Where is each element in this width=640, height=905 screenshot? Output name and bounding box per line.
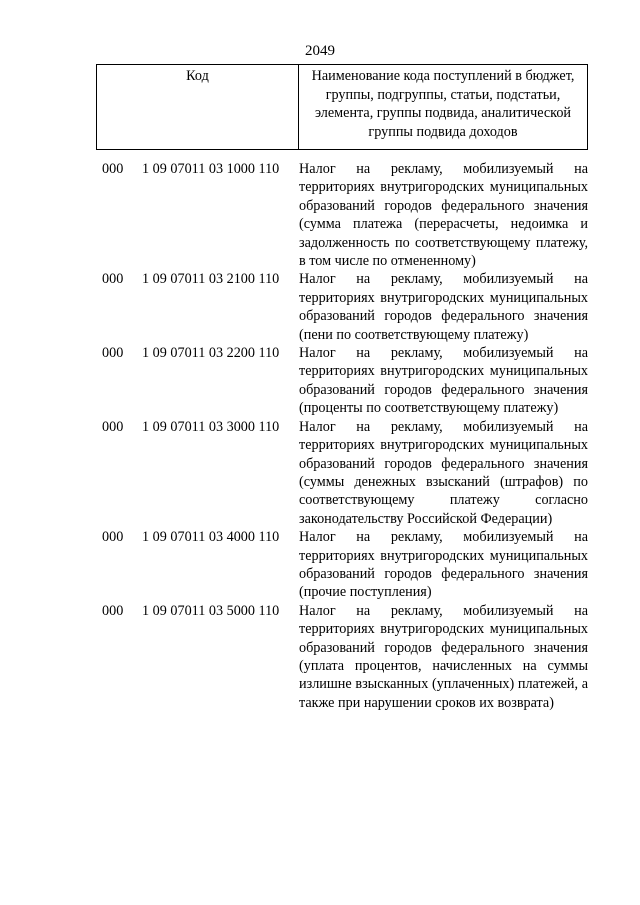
income-code: 1 09 07011 03 1000 110 bbox=[142, 161, 280, 177]
income-code: 1 09 07011 03 2200 110 bbox=[142, 345, 280, 362]
income-code: 1 09 07011 03 3000 110 bbox=[142, 418, 280, 435]
income-name: Налог на рекламу, мобилизуемый на территориях внутригородских муниципальных образований городов федерального значения (пени по соответствующему платежу) bbox=[299, 271, 588, 343]
admin-code: 000 bbox=[102, 602, 124, 619]
header-name-column: Наименование кода поступлений в бюджет, группы, подгруппы, статьи, подстатьи, элемента, группы подвида, аналитической группы подвида доходов bbox=[311, 68, 575, 140]
table-row bbox=[96, 270, 588, 344]
admin-code: 000 bbox=[102, 271, 124, 288]
income-name: Налог на рекламу, мобилизуемый на территориях внутригородских муниципальных образований городов федерального значения (суммы денежных взысканий (штрафов) по соответствующему платежу согласно законодательству Российской Федерации) bbox=[299, 418, 588, 527]
header-code-column: Код bbox=[97, 65, 299, 149]
admin-code: 000 bbox=[102, 529, 124, 546]
admin-code: 000 bbox=[102, 345, 124, 362]
income-name: Налог на рекламу, мобилизуемый на территориях внутригородских муниципальных образований городов федерального значения (проценты по соответствующему платежу) bbox=[299, 345, 588, 417]
table-row bbox=[96, 528, 588, 602]
income-code: 1 09 07011 03 2100 110 bbox=[142, 271, 280, 288]
table-row bbox=[96, 418, 588, 528]
admin-code: 000 bbox=[102, 418, 124, 435]
income-code-list bbox=[96, 160, 588, 712]
income-name: Налог на рекламу, мобилизуемый на территориях внутригородских муниципальных образований городов федерального значения (уплата процентов, начисленных на суммы излишне взысканных (уплаченных) платежей, а также при нарушении сроков их возврата) bbox=[299, 602, 588, 711]
income-code: 1 09 07011 03 4000 110 bbox=[142, 529, 280, 546]
table-header bbox=[96, 64, 588, 150]
income-code: 1 09 07011 03 5000 110 bbox=[142, 602, 280, 619]
admin-code: 000 bbox=[102, 161, 124, 177]
table-row bbox=[96, 344, 588, 418]
table-row bbox=[96, 160, 588, 270]
table-row bbox=[96, 602, 588, 712]
income-name: Налог на рекламу, мобилизуемый на территориях внутригородских муниципальных образований городов федерального значения (сумма платежа (перерасчеты, недоимка и задолженность по соответствующему платежу, в том числе по отмененному) bbox=[299, 161, 588, 270]
page-number: 2049 bbox=[305, 43, 335, 59]
income-name: Налог на рекламу, мобилизуемый на территориях внутригородских муниципальных образований городов федерального значения (прочие поступления) bbox=[299, 529, 588, 601]
